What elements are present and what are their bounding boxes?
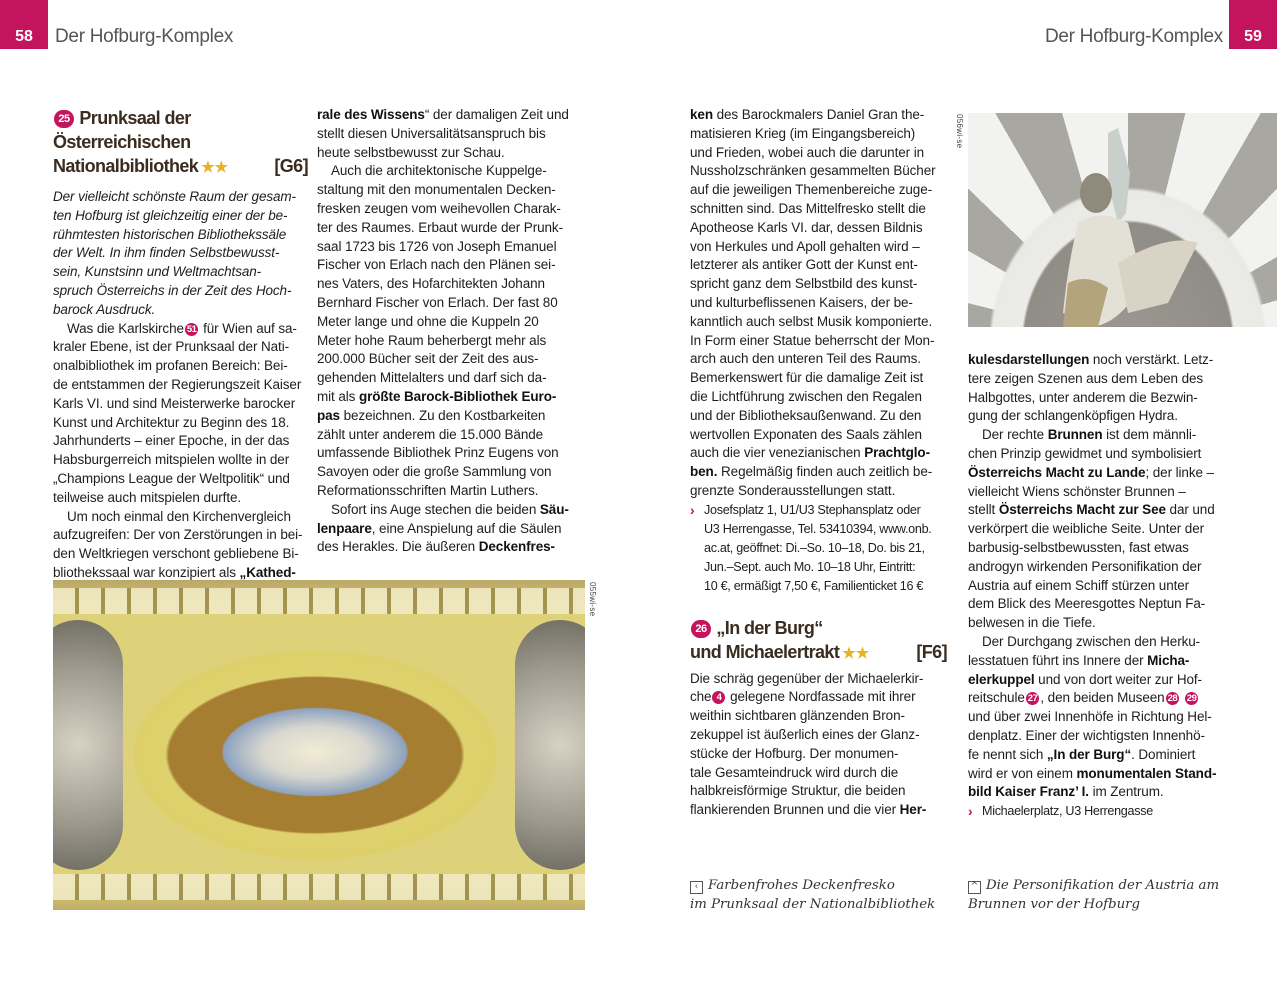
text-run: bezeichnen. Zu den Kostbarkeiten — [339, 407, 546, 423]
text-line — [690, 444, 947, 463]
text-line — [968, 783, 1224, 802]
sight-number-badge: 26 — [691, 620, 711, 638]
heading-title: und Michaelertrakt — [690, 641, 840, 662]
text-line — [317, 520, 585, 539]
ornament-band — [53, 874, 585, 900]
text-line: Karls VI. und sind Meisterwerke barocker — [53, 395, 296, 411]
bold-term: elerkuppel — [968, 671, 1035, 687]
info-text: Michaelerplatz, U3 Herrengasse — [982, 804, 1153, 819]
text-run: wird er von einem — [968, 765, 1077, 781]
text-line: Kunst und Architektur zu Beginn des 18. — [53, 414, 290, 430]
text-line: rühmtesten historischen Bibliothekssäle — [53, 226, 287, 242]
info-text: Josefsplatz 1, U1/U3 Stephansplatz oder — [704, 502, 921, 517]
text-line: „Champions League der Weltpolitik“ und — [53, 470, 290, 486]
ornament-medallion — [53, 620, 123, 870]
photo-credit-right: 056wi-se — [955, 114, 964, 149]
text-run: Der rechte — [982, 427, 1048, 443]
text-line: fresken zeugen vom weihevollen Charak- — [317, 200, 561, 216]
text-run: , den beiden Museen — [1040, 690, 1165, 706]
heading-line — [690, 616, 947, 640]
text-run: Was die Karlskirche — [67, 320, 184, 336]
text-line: und über zwei Innenhöfe in Richtung Hel- — [968, 709, 1212, 725]
text-line: zekuppel ist äußerlich eines der Glanz- — [690, 727, 920, 743]
text-line: saal 1723 bis 1726 von Joseph Emanuel — [317, 238, 557, 254]
text-line: Habsburgerreich mitspielen wollte in der — [53, 452, 290, 468]
text-line: In Form einer Statue beherrscht der Mon- — [690, 332, 935, 348]
map-grid-reference: [F6] — [916, 641, 947, 662]
text-line: sein, Kunstsinn und Weltmachtsan- — [53, 264, 262, 280]
text-line: Der vielleicht schönste Raum der gesam- — [53, 189, 296, 204]
bold-term: Brunnen — [1047, 427, 1103, 443]
heading-title-wrap — [53, 154, 228, 180]
text-run: ; der linke – — [1145, 464, 1214, 480]
text-line — [317, 407, 585, 426]
text-line: und der Bibliotheksaußenwand. Zu den — [690, 407, 922, 423]
info-text: 10 €, ermäßigt 7,50 €, Familienticket 16 € — [704, 579, 924, 594]
text-line: Savoyen oder die große Sammlung von — [317, 464, 552, 480]
sight-number-badge: 51 — [186, 323, 197, 335]
paragraph — [690, 670, 947, 820]
text-line: matisieren Krieg (im Eingangsbereich) — [690, 125, 916, 141]
text-line: spruch Österreichs in der Zeit des Hoch- — [53, 282, 292, 298]
text-line — [968, 426, 1224, 445]
caption-text: Die Personifikation der Austria am — [986, 878, 1220, 893]
caption-text: Brunnen vor der Hofburg — [968, 897, 1141, 912]
text-run: mit als — [317, 388, 359, 404]
practical-info — [690, 501, 947, 597]
text-line: gehenden Mittelalters und darf sich da- — [317, 370, 547, 386]
text-line: heute selbstbewusst zur Schau. — [317, 144, 505, 160]
paragraph — [968, 426, 1224, 633]
paragraph — [317, 501, 585, 557]
text-line: Fischer von Erlach nach den Plänen sei- — [317, 257, 556, 273]
text-line: Nussholzschränken gesammelten Bücher — [690, 163, 936, 179]
text-line: Bernhard Fischer von Erlach. Der fast 80 — [317, 294, 558, 310]
rating-stars-icon: ★★ — [842, 644, 870, 662]
info-text: U3 Herrengasse, Tel. 53410394, www.onb. — [704, 521, 932, 536]
text-run: Sofort ins Auge stechen die beiden — [331, 501, 540, 517]
text-line: de entstammen der Regierungszeit Kaiser — [53, 376, 302, 392]
austria-statue-photo — [968, 113, 1277, 327]
text-run: des Herakles. Die äußeren — [317, 539, 479, 555]
heading-title: „In der Burg“ — [716, 617, 823, 638]
text-line: Halbgottes, unter anderem die Bezwin- — [968, 389, 1198, 405]
text-run: , eine Anspielung auf die Säulen — [371, 520, 562, 536]
page-number-left — [0, 0, 48, 49]
caption-text: im Prunksaal der Nationalbibliothek — [690, 897, 936, 912]
text-line: Meter hohe Raum beherbergt mehr als — [317, 332, 547, 348]
practical-info — [968, 802, 1224, 821]
text-line: denplatz. Einer der wichtigsten Innenhö- — [968, 727, 1205, 743]
bold-term: größte Barock-Bibliothek Euro- — [358, 388, 557, 404]
paragraph — [968, 633, 1224, 802]
text-line: staltung mit den monumentalen Decken- — [317, 182, 556, 198]
text-line: Austria auf einem Schiff stürzen unter — [968, 577, 1190, 593]
text-line: ten Hofburg ist gleichzeitig einer der be- — [53, 207, 288, 223]
text-line: Reformationsschriften Martin Luthers. — [317, 482, 539, 498]
text-line — [968, 746, 1224, 765]
text-column-1 — [53, 106, 308, 583]
text-line — [690, 688, 947, 707]
section-heading — [53, 106, 308, 180]
text-line: halbkreisförmige Struktur, die beiden — [690, 783, 906, 799]
photo-credit-left: 055wi-se — [588, 582, 597, 617]
text-line: stücke der Hofburg. Der monumen- — [690, 745, 899, 761]
bold-term: bild Kaiser Franz’ I. — [968, 784, 1089, 800]
paragraph — [690, 106, 947, 501]
bold-term: Micha- — [1147, 652, 1190, 668]
sight-number-badge: 29 — [1186, 693, 1197, 705]
bold-term: ken — [690, 107, 713, 122]
text-line — [53, 320, 308, 339]
text-line: kraler Ebene, ist der Prunksaal der Nati- — [53, 339, 290, 355]
text-line: nes Vaters, des Hofarchitekten Johann — [317, 276, 545, 292]
heading-title-wrap — [690, 640, 869, 666]
text-line — [317, 106, 585, 125]
text-line: die Lichtführung zwischen den Regalen — [690, 388, 922, 404]
text-line: dem Blick des Meeresgottes Neptun Fa- — [968, 596, 1206, 612]
text-run: “ der damaligen Zeit und — [424, 107, 569, 122]
info-line — [968, 802, 1224, 821]
paragraph — [53, 320, 308, 508]
text-line: chen Prinzip gewidmet und symbolisiert — [968, 445, 1202, 461]
text-run: gelegene Nordfassade mit ihrer — [726, 689, 916, 705]
text-line: vielleicht Wiens schönster Brunnen – — [968, 483, 1186, 499]
text-line: Meter lange und ohne die Kuppeln 20 — [317, 313, 539, 329]
chevron-right-icon: › — [968, 803, 973, 820]
paragraph — [317, 162, 585, 500]
text-line: schnitten sind. Das Mittelfresko stellt die — [690, 200, 926, 216]
text-line: androgyn wirkenden Personifikation der — [968, 558, 1202, 574]
text-line — [968, 689, 1224, 708]
caption-right — [968, 876, 1219, 914]
text-line: onalbibliothek im profanen Bereich: Bei- — [53, 358, 288, 374]
text-line: verkörpert die weibliche Seite. Unter der — [968, 521, 1205, 537]
text-line: gung der schlangenköpfigen Hydra. — [968, 408, 1178, 424]
text-line: der Welt. In ihm finden Selbstbewusst- — [53, 245, 280, 261]
text-line: teilweise auch mitspielen durfte. — [53, 489, 242, 505]
page-number-text: 58 — [15, 28, 33, 45]
text-run: dar und — [1165, 502, 1215, 518]
sight-number-badge: 27 — [1027, 693, 1038, 705]
text-line — [690, 463, 947, 482]
text-line: Bemerkenswert für die damalige Zeit ist — [690, 370, 924, 386]
text-line — [317, 501, 585, 520]
text-line: Apotheose Karls VI. dar, dessen Bildnis — [690, 219, 923, 235]
ceiling-fresco-photo — [53, 580, 585, 910]
bold-term: „Kathed- — [239, 564, 296, 580]
rating-stars-icon: ★★ — [201, 159, 229, 176]
section-heading — [690, 616, 947, 666]
text-run: . Dominiert — [1131, 746, 1196, 762]
caption-text: Farbenfrohes Deckenfresko — [708, 878, 895, 893]
text-line: barbusig-selbstbewussten, fast etwas — [968, 539, 1189, 555]
text-line — [690, 801, 947, 820]
info-line — [690, 577, 947, 596]
text-run: auch die vier venezianischen — [690, 445, 865, 461]
text-line: barock Ausdruck. — [53, 301, 156, 317]
running-title-left: Der Hofburg-Komplex — [55, 26, 234, 47]
text-line: grenzte Sonderausstellungen statt. — [690, 482, 896, 498]
text-line — [968, 671, 1224, 690]
text-run: im Zentrum. — [1088, 784, 1164, 800]
bold-term: ben. — [690, 464, 718, 480]
text-run: Regelmäßig finden auch zeitlich be- — [717, 464, 933, 480]
text-run: che — [690, 689, 712, 705]
text-line — [968, 501, 1224, 520]
text-run: bliothekssaal war konzipiert als — [53, 564, 240, 580]
text-run — [1180, 690, 1184, 705]
bold-term: monumentalen Stand- — [1076, 765, 1217, 781]
text-line: umfassende Bibliothek Prinz Eugens von — [317, 445, 559, 461]
bold-term: Prachtglo- — [864, 445, 930, 461]
text-run: reitschule — [968, 690, 1025, 706]
info-text: ac.at, geöffnet: Di.–So. 10–18, Do. bis 21, — [704, 541, 925, 556]
text-line: aufzugreifen: Der von Zerstörungen in bei- — [53, 527, 303, 543]
text-run: ist dem männli- — [1102, 427, 1197, 443]
text-line: und Frieden, wobei auch die darunter in — [690, 144, 925, 160]
text-line — [690, 106, 947, 125]
info-line — [690, 558, 947, 577]
bold-term: Säu- — [539, 501, 569, 517]
text-line: arch auch den unteren Teil des Raums. — [690, 351, 921, 367]
text-line: und kulturbeflissenen Kaisers, der be- — [690, 294, 913, 310]
page-number-text: 59 — [1244, 28, 1262, 45]
text-run: für Wien auf sa- — [199, 320, 297, 336]
ornament-medallion — [515, 620, 585, 870]
heading-line — [53, 154, 308, 180]
statue-figure — [968, 113, 1277, 327]
info-line — [690, 501, 947, 520]
text-line: auf die jeweiligen Themenbereiche zuge- — [690, 182, 933, 198]
heading-title: Nationalbibliothek — [53, 156, 199, 176]
text-run: stellt — [968, 502, 999, 518]
text-line: ter des Raumes. Erbaut wurde der Prunk- — [317, 219, 563, 235]
text-line: 200.000 Bücher seit der Zeit des aus- — [317, 351, 539, 367]
paragraph — [53, 508, 308, 583]
text-run: noch verstärkt. Letz- — [1089, 352, 1214, 367]
text-line: Der Durchgang zwischen den Herku- — [982, 633, 1201, 649]
text-line: weithin sichtbaren glänzenden Bron- — [690, 708, 905, 724]
text-column-3 — [690, 106, 947, 820]
text-line: zählt unter anderem die 15.000 Bände — [317, 426, 544, 442]
paragraph — [968, 351, 1224, 426]
lead-paragraph — [53, 188, 308, 320]
running-title-right: Der Hofburg-Komplex — [1044, 26, 1223, 47]
bold-term: pas — [317, 407, 340, 423]
text-line — [968, 464, 1224, 483]
text-line: wertvollen Exponaten des Saals zählen — [690, 426, 922, 442]
bold-term: „In der Burg“ — [1046, 746, 1132, 762]
text-line: belwesen in die Tiefe. — [968, 615, 1096, 631]
bold-term: kulesdarstellungen — [968, 352, 1090, 367]
text-column-4 — [968, 351, 1224, 821]
text-run: und von dort weiter zur Hof- — [1034, 671, 1202, 687]
info-text: Jun.–Sept. auch Mo. 10–18 Uhr, Eintritt: — [704, 560, 916, 575]
text-line: von Herkules und Apoll gehalten wird – — [690, 238, 920, 254]
text-line: stellt diesen Universalitätsanspruch bis — [317, 125, 546, 141]
heading-title: Prunksaal der Österreichischen — [53, 108, 191, 152]
text-line — [968, 765, 1224, 784]
heading-line — [53, 106, 308, 154]
arrow-up-box-icon: ^ — [968, 881, 981, 894]
text-line: Die schräg gegenüber der Michaelerkir- — [690, 670, 924, 686]
bold-term: Her- — [899, 802, 927, 818]
heading-line — [690, 640, 947, 666]
caption-left — [690, 876, 935, 914]
text-line: Um noch einmal den Kirchenvergleich — [67, 508, 291, 524]
ornament-band — [53, 588, 585, 614]
text-run: fe nennt sich — [968, 746, 1047, 762]
text-line: kanntlich auch selbst Musik komponierte. — [690, 313, 933, 329]
info-line — [690, 539, 947, 558]
text-run: lesstatuen führt ins Innere der — [968, 652, 1148, 668]
text-line — [317, 388, 585, 407]
text-line: tere zeigen Szenen aus dem Leben des — [968, 370, 1204, 386]
text-line: Jahrhunderts – einer Epoche, in der das — [53, 433, 290, 449]
sight-number-badge: 25 — [54, 110, 74, 128]
text-run: des Barockmalers Daniel Gran the- — [712, 107, 925, 122]
text-line: Auch die architektonische Kuppelge- — [331, 163, 547, 179]
text-line: letzterer als antiker Gott der Kunst ent- — [690, 257, 918, 273]
sight-number-badge: 28 — [1167, 693, 1178, 705]
paragraph — [317, 106, 585, 162]
text-line: tale Gesamteindruck wird durch die — [690, 764, 899, 780]
info-line — [690, 520, 947, 539]
text-line — [317, 538, 585, 557]
sight-number-badge: 4 — [712, 691, 725, 704]
arrow-left-box-icon: ‹ — [690, 881, 703, 894]
text-column-2 — [317, 106, 585, 557]
bold-term: Österreichs Macht zu Lande — [968, 464, 1146, 480]
map-grid-reference: [G6] — [274, 156, 308, 176]
text-run: flankierenden Brunnen und die vier — [690, 802, 900, 818]
bold-term: Österreichs Macht zur See — [998, 502, 1166, 518]
text-line: den Weltkriegen verschont gebliebene Bi- — [53, 546, 299, 562]
bold-term: Deckenfres- — [478, 539, 555, 555]
bold-term: rale des Wissens — [317, 107, 425, 122]
text-line: spricht ganz dem Selbstbild des kunst- — [690, 276, 918, 292]
text-line — [968, 351, 1224, 370]
text-line — [968, 652, 1224, 671]
bold-term: lenpaare — [317, 520, 372, 536]
page-number-right — [1229, 0, 1277, 49]
chevron-right-icon: › — [690, 501, 695, 518]
